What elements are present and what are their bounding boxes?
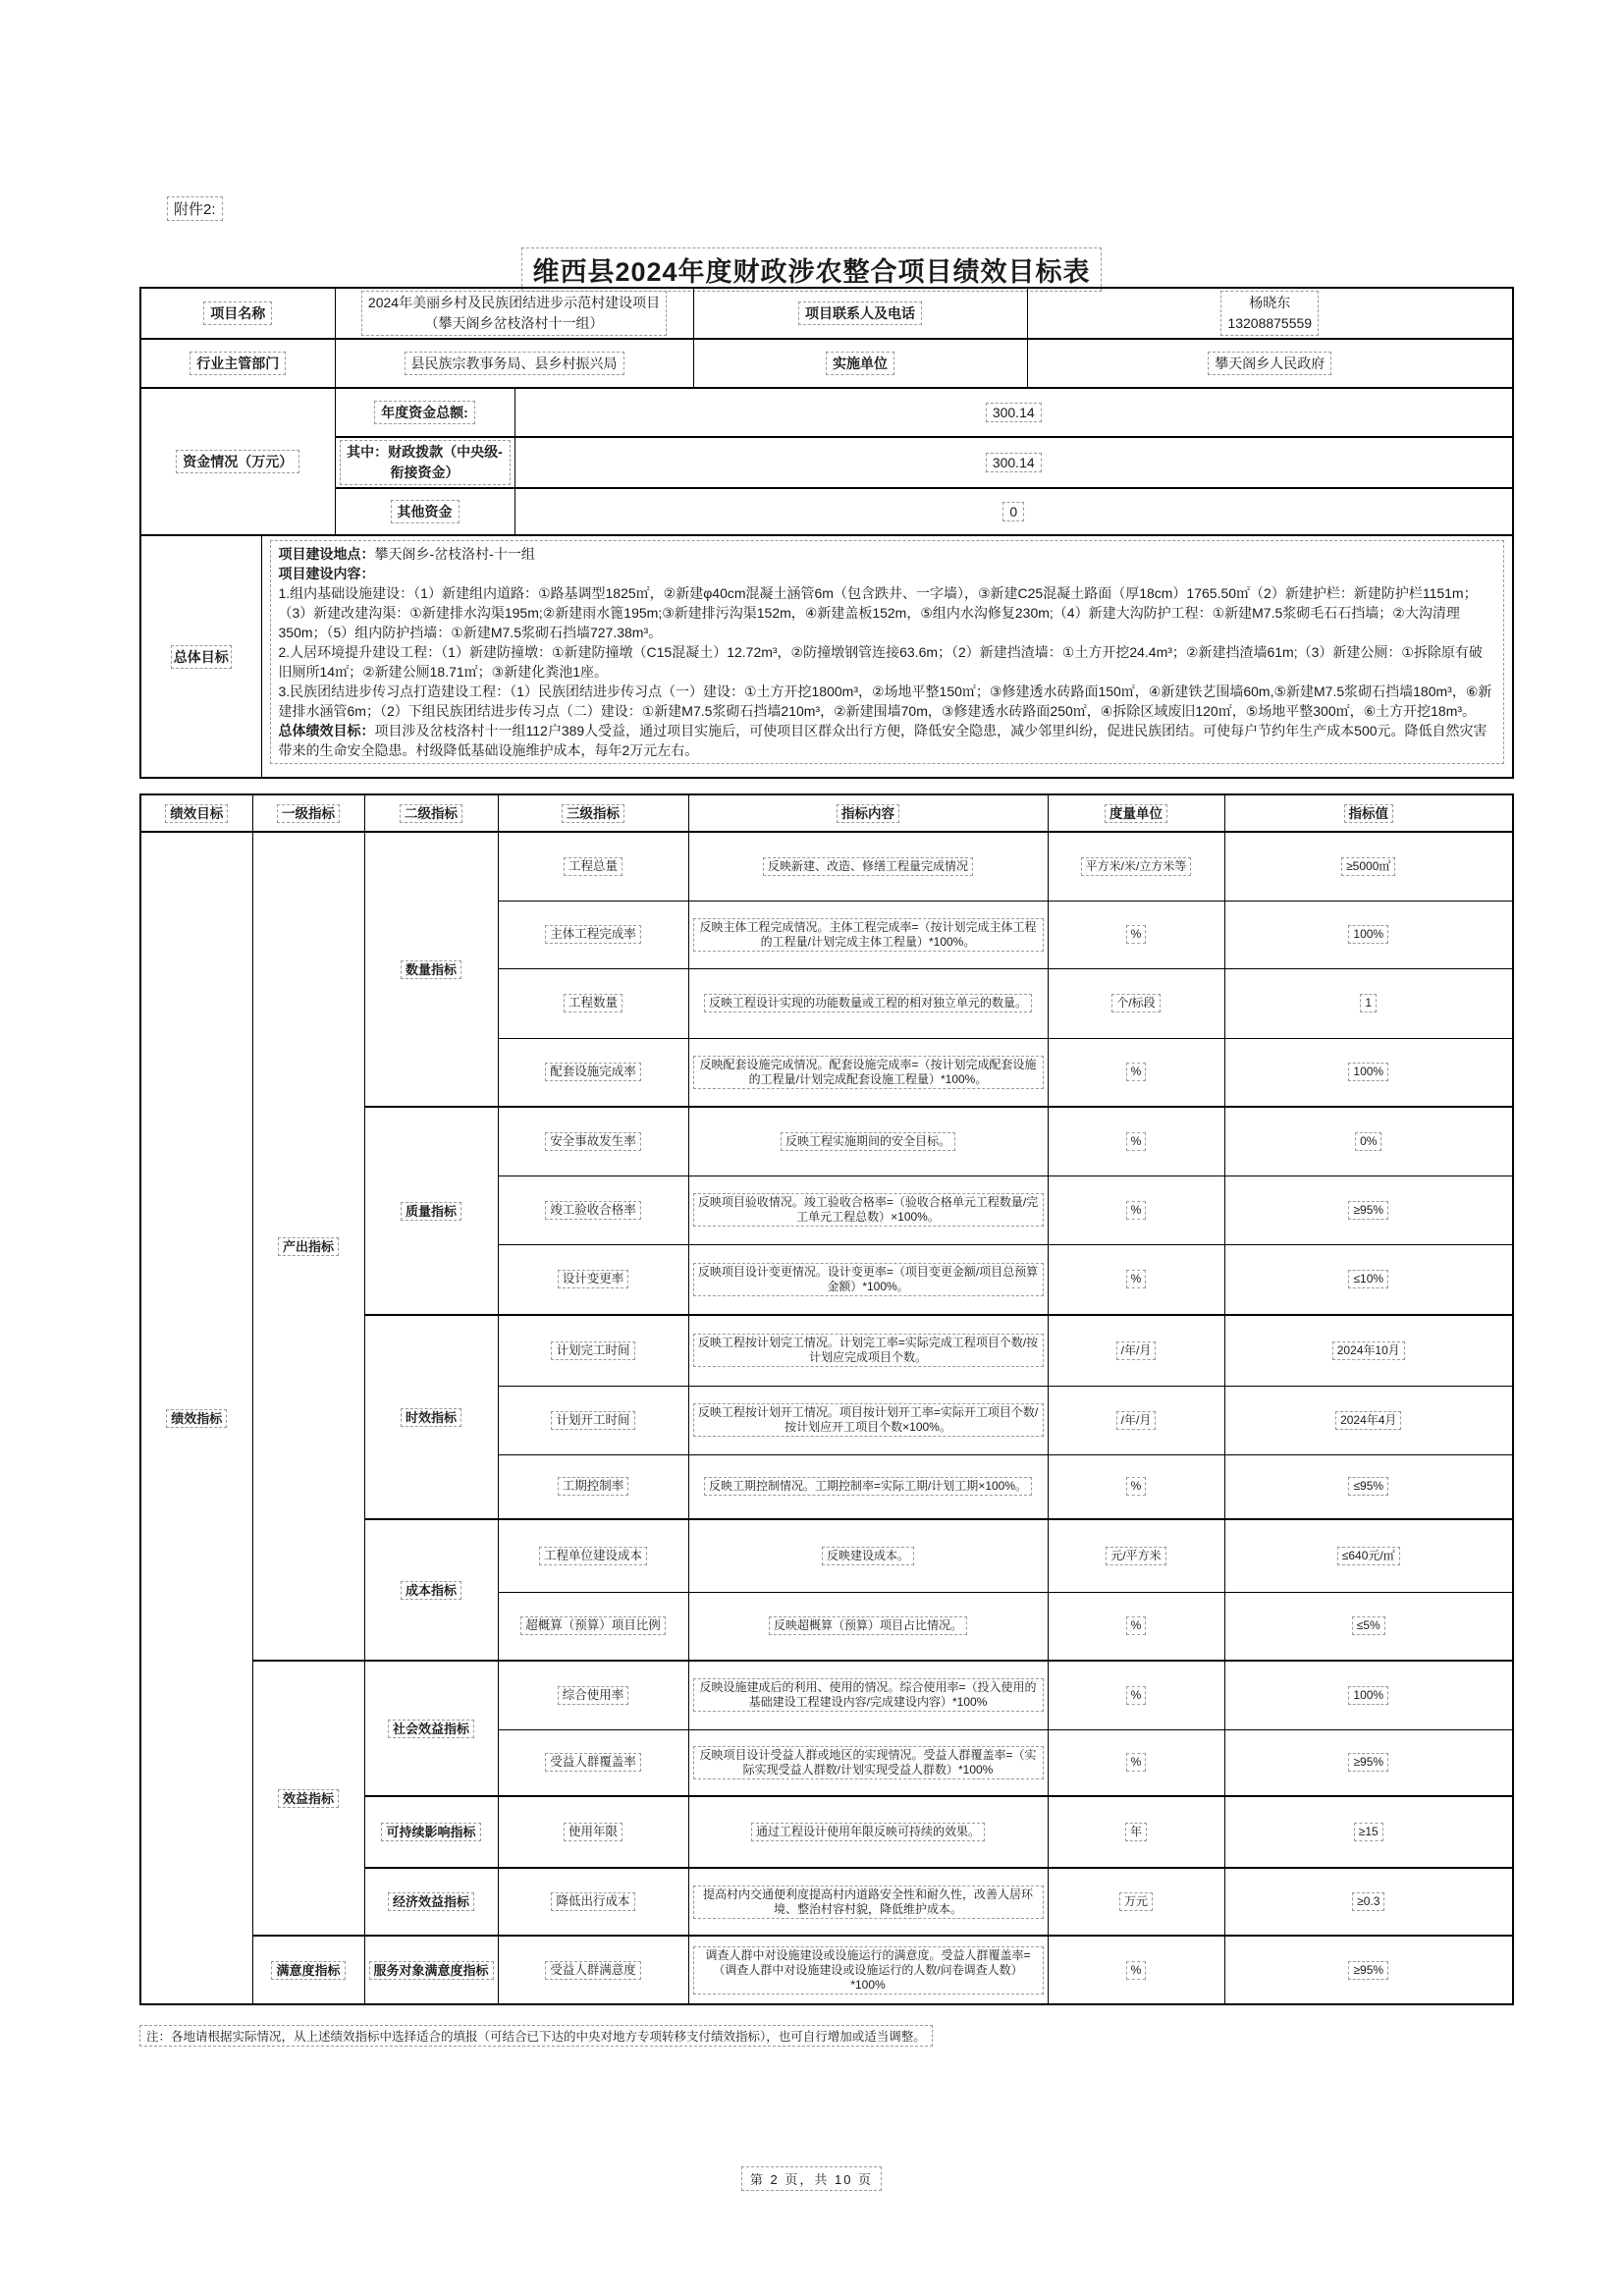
- indicator-row: [140, 1661, 1513, 1729]
- content-cell: 提高村内交通便利度提高村内道路安全性和耐久性，改善人居环境、整治村容村貌，降低维护成本。: [688, 1868, 1048, 1936]
- unit-cell: %: [1048, 1244, 1224, 1315]
- l3-cell: 降低出行成本: [498, 1868, 688, 1936]
- l3-cell: 配套设施完成率: [498, 1038, 688, 1107]
- l3-cell: 竣工验收合格率: [498, 1175, 688, 1244]
- content-cell: 反映设施建成后的利用、使用的情况。综合使用率=（投入使用的基础建设工程建设内容/完成建设内容）*100%: [688, 1661, 1048, 1729]
- attachment-label: 附件2:: [167, 196, 223, 221]
- funds-total-label-cell: [335, 388, 514, 437]
- funds-other-label: 其他资金: [391, 500, 460, 523]
- dept-label: 行业主管部门: [189, 352, 286, 375]
- content-cell: 反映项目设计变更情况。设计变更率=（项目变更金额/项目总预算金额）*100%。: [688, 1244, 1048, 1315]
- header-level1: 一级指标: [252, 794, 364, 832]
- project-name-label-cell: [140, 288, 335, 339]
- indicator-header-row: [140, 794, 1513, 832]
- value-cell: 0%: [1224, 1107, 1513, 1175]
- value-cell: ≥95%: [1224, 1936, 1513, 2004]
- unit-cell: %: [1048, 1936, 1224, 2004]
- value-cell: 2024年4月: [1224, 1386, 1513, 1454]
- value-cell: ≥0.3: [1224, 1868, 1513, 1936]
- funds-label-cell: [140, 388, 335, 535]
- overall-goal-row: [140, 535, 1513, 778]
- header-level3: 三级指标: [498, 794, 688, 832]
- impl-value-cell: [1027, 339, 1513, 388]
- unit-cell: %: [1048, 1038, 1224, 1107]
- funds-other-value: 0: [1002, 502, 1024, 521]
- funds-central-value: 300.14: [986, 453, 1042, 472]
- content-cell: 反映工程按计划完工情况。计划完工率=实际完成工程项目个数/按计划应完成项目个数。: [688, 1315, 1048, 1386]
- project-info-table: [139, 287, 1514, 779]
- unit-cell: 万元: [1048, 1868, 1224, 1936]
- l3-cell: 使用年限: [498, 1796, 688, 1868]
- funds-central-label: 其中：财政拨款（中央级-衔接资金）: [340, 440, 511, 485]
- value-cell: ≤5%: [1224, 1592, 1513, 1661]
- l3-cell: 受益人群满意度: [498, 1936, 688, 2004]
- value-cell: ≥15: [1224, 1796, 1513, 1868]
- project-name-row: [140, 288, 1513, 339]
- goal-location-line: 项目建设地点：攀天阁乡-岔枝洛村-十一组: [278, 546, 535, 562]
- project-name-value-cell: [335, 288, 693, 339]
- value-cell: ≥95%: [1224, 1729, 1513, 1796]
- value-cell: ≤10%: [1224, 1244, 1513, 1315]
- unit-cell: 个/标段: [1048, 968, 1224, 1038]
- l3-cell: 计划完工时间: [498, 1315, 688, 1386]
- funds-other-label-cell: [335, 488, 514, 535]
- l3-cell: 工程数量: [498, 968, 688, 1038]
- content-cell: 调查人群中对设施建设或设施运行的满意度。受益人群覆盖率=（调查人群中对设施建设或设施运行的人数/问卷调查人数）*100%: [688, 1936, 1048, 2004]
- unit-cell: %: [1048, 901, 1224, 968]
- unit-cell: %: [1048, 1729, 1224, 1796]
- page-number: 第 2 页，共 10 页: [741, 2166, 882, 2191]
- impl-label-cell: [693, 339, 1027, 388]
- content-cell: 反映主体工程完成情况。主体工程完成率=（按计划完成主体工程的工程量/计划完成主体工程量）*100%。: [688, 901, 1048, 968]
- header-perf-goal: 绩效目标: [140, 794, 252, 832]
- l3-cell: 安全事故发生率: [498, 1107, 688, 1175]
- contact-label-cell: [693, 288, 1027, 339]
- goal-content-item: 2.人居环境提升建设工程：（1）新建防撞墩：①新建防撞墩（C15混凝土）12.72m³，②防撞墩钢管连接63.6m；（2）新建挡渣墙：①土方开挖24.4m³；②新建挡渣墙61m;（3）新建公厕：①拆除原有破旧厕所14㎡；②新建公厕18.71㎡；③新建化粪池1座。: [278, 644, 1483, 680]
- l3-cell: 工程单位建设成本: [498, 1519, 688, 1592]
- header-level2: 二级指标: [364, 794, 498, 832]
- overall-goal-content-cell: [261, 535, 1513, 778]
- value-cell: ≤640元/㎡: [1224, 1519, 1513, 1592]
- content-cell: 反映超概算（预算）项目占比情况。: [688, 1592, 1048, 1661]
- footnote-text: 注：各地请根据实际情况，从上述绩效指标中选择适合的填报（可结合已下达的中央对地方专项转移支付绩效指标），也可自行增加或适当调整。: [139, 2025, 933, 2047]
- indicator-table: [139, 793, 1514, 2005]
- indicator-row: [140, 1936, 1513, 2004]
- funds-row-central: [140, 437, 1513, 488]
- header-content: 指标内容: [688, 794, 1048, 832]
- level2-quantity-cell: 数量指标: [364, 832, 498, 1107]
- level2-service-satisfaction-cell: 服务对象满意度指标: [364, 1936, 498, 2004]
- level2-social-benefit-cell: 社会效益指标: [364, 1661, 498, 1796]
- unit-cell: 年: [1048, 1796, 1224, 1868]
- funds-total-label: 年度资金总额:: [374, 401, 475, 424]
- level2-quality-cell: 质量指标: [364, 1107, 498, 1315]
- header-value: 指标值: [1224, 794, 1513, 832]
- value-cell: ≥5000㎡: [1224, 832, 1513, 901]
- header-unit: 度量单位: [1048, 794, 1224, 832]
- l3-cell: 计划开工时间: [498, 1386, 688, 1454]
- l3-cell: 工期控制率: [498, 1454, 688, 1519]
- value-cell: 100%: [1224, 1038, 1513, 1107]
- value-cell: ≥95%: [1224, 1175, 1513, 1244]
- unit-cell: %: [1048, 1454, 1224, 1519]
- unit-cell: /年/月: [1048, 1386, 1224, 1454]
- overall-goal-label: 总体目标: [171, 645, 232, 669]
- content-cell: 反映项目验收情况。竣工验收合格率=（验收合格单元工程数量/完工单元工程总数）×100%。: [688, 1175, 1048, 1244]
- funds-central-value-cell: [514, 437, 1513, 488]
- l3-cell: 超概算（预算）项目比例: [498, 1592, 688, 1661]
- content-cell: 反映项目设计受益人群或地区的实现情况。受益人群覆盖率=（实际实现受益人群数/计划实现受益人群数）*100%: [688, 1729, 1048, 1796]
- content-cell: 反映工程实施期间的安全目标。: [688, 1107, 1048, 1175]
- l3-cell: 主体工程完成率: [498, 901, 688, 968]
- overall-goal-text: [270, 540, 1505, 764]
- value-cell: 1: [1224, 968, 1513, 1038]
- funds-row-other: [140, 488, 1513, 535]
- indicator-row: [140, 832, 1513, 901]
- l3-cell: 工程总量: [498, 832, 688, 901]
- unit-cell: 平方米/米/立方米等: [1048, 832, 1224, 901]
- perf-indicator-group-cell: 绩效指标: [140, 832, 252, 2004]
- content-cell: 反映配套设施完成情况。配套设施完成率=（按计划完成配套设施的工程量/计划完成配套设施工程量）*100%。: [688, 1038, 1048, 1107]
- project-name-label: 项目名称: [203, 301, 272, 325]
- page-footer: [0, 2166, 1623, 2191]
- page-title: 维西县2024年度财政涉农整合项目绩效目标表: [0, 247, 1623, 292]
- impl-value: 攀天阁乡人民政府: [1208, 352, 1331, 375]
- impl-label: 实施单位: [826, 352, 894, 375]
- unit-cell: %: [1048, 1592, 1224, 1661]
- level1-satisfaction-cell: 满意度指标: [252, 1936, 364, 2004]
- contact-value: 杨晓东 13208875559: [1220, 291, 1319, 336]
- funds-central-label-cell: [335, 437, 514, 488]
- content-cell: 反映工程按计划开工情况。项目按计划开工率=实际开工项目个数/按计划应开工项目个数×100%。: [688, 1386, 1048, 1454]
- level2-economic-benefit-cell: 经济效益指标: [364, 1868, 498, 1936]
- contact-value-cell: [1027, 288, 1513, 339]
- dept-value-cell: [335, 339, 693, 388]
- department-row: [140, 339, 1513, 388]
- dept-label-cell: [140, 339, 335, 388]
- content-cell: 反映新建、改造、修缮工程量完成情况: [688, 832, 1048, 901]
- goal-content-item: 3.民族团结进步传习点打造建设工程：（1）民族团结进步传习点（一）建设：①土方开挖1800m³，②场地平整150㎡；③修建透水砖路面150㎡，④新建铁艺围墙60m,⑤新建M7.5浆砌石挡墙180m³，⑥新建排水涵管6m；（2）下组民族团结进步传习点（二）建设：①新建M7.5浆砌石挡墙210m³，②新建围墙70m，③修建透水砖路面250㎡，④拆除区域废旧120㎡，⑤场地平整300㎡，⑥土方开挖18m³。: [278, 683, 1492, 719]
- funds-other-value-cell: [514, 488, 1513, 535]
- content-cell: 反映建设成本。: [688, 1519, 1048, 1592]
- unit-cell: %: [1048, 1107, 1224, 1175]
- level2-timeliness-cell: 时效指标: [364, 1315, 498, 1519]
- unit-cell: /年/月: [1048, 1315, 1224, 1386]
- unit-cell: %: [1048, 1661, 1224, 1729]
- level2-cost-cell: 成本指标: [364, 1519, 498, 1661]
- goal-content-item: 1.组内基础设施建设：（1）新建组内道路：①路基调型1825㎡，②新建φ40cm混凝土涵管6m（包含跌井、一字墙），③新建C25混凝土路面（厚18cm）1765.50㎡（2）新建护栏：新建防护栏1151m；（3）新建改建沟渠：①新建排水沟渠195m;②新建雨水篦195m;③新建排污沟渠152m，④新建盖板152m，⑤组内水沟修复230m;（4）新建大沟防护工程：①新建M7.5浆砌毛石石挡墙；②大沟清理350m；（5）组内防护挡墙：①新建M7.5浆砌石挡墙727.38m³。: [278, 585, 1478, 640]
- content-cell: 通过工程设计使用年限反映可持续的效果。: [688, 1796, 1048, 1868]
- value-cell: 100%: [1224, 1661, 1513, 1729]
- value-cell: 100%: [1224, 901, 1513, 968]
- funds-total-value-cell: [514, 388, 1513, 437]
- project-name-value: 2024年美丽乡村及民族团结进步示范村建设项目 （攀天阁乡岔枝洛村十一组）: [361, 291, 667, 336]
- value-cell: ≤95%: [1224, 1454, 1513, 1519]
- funds-total-value: 300.14: [986, 403, 1042, 422]
- footnote: [139, 2025, 1512, 2047]
- overall-goal-label-cell: [140, 535, 261, 778]
- funds-row-total: [140, 388, 1513, 437]
- goal-perf-line: 总体绩效目标：项目涉及岔枝洛村十一组112户389人受益，通过项目实施后，可使项目区群众出行方便，降低安全隐患，减少邻里纠纷，促进民族团结。可使每户节约年生产成本500元。降低自然灾害带来的生命安全隐患。村级降低基础设施维护成本，每年2万元左右。: [278, 723, 1488, 758]
- goal-content-heading: 项目建设内容：: [278, 566, 375, 581]
- unit-cell: %: [1048, 1175, 1224, 1244]
- funds-label: 资金情况（万元）: [176, 450, 299, 473]
- unit-cell: 元/平方米: [1048, 1519, 1224, 1592]
- level1-benefit-cell: 效益指标: [252, 1661, 364, 1936]
- level1-output-cell: 产出指标: [252, 832, 364, 1661]
- l3-cell: 设计变更率: [498, 1244, 688, 1315]
- l3-cell: 综合使用率: [498, 1661, 688, 1729]
- contact-label: 项目联系人及电话: [798, 301, 922, 325]
- content-cell: 反映工期控制情况。工期控制率=实际工期/计划工期×100%。: [688, 1454, 1048, 1519]
- document-body: [139, 287, 1512, 2047]
- content-cell: 反映工程设计实现的功能数量或工程的相对独立单元的数量。: [688, 968, 1048, 1038]
- l3-cell: 受益人群覆盖率: [498, 1729, 688, 1796]
- level2-sustainability-cell: 可持续影响指标: [364, 1796, 498, 1868]
- value-cell: 2024年10月: [1224, 1315, 1513, 1386]
- dept-value: 县民族宗教事务局、县乡村振兴局: [405, 352, 624, 375]
